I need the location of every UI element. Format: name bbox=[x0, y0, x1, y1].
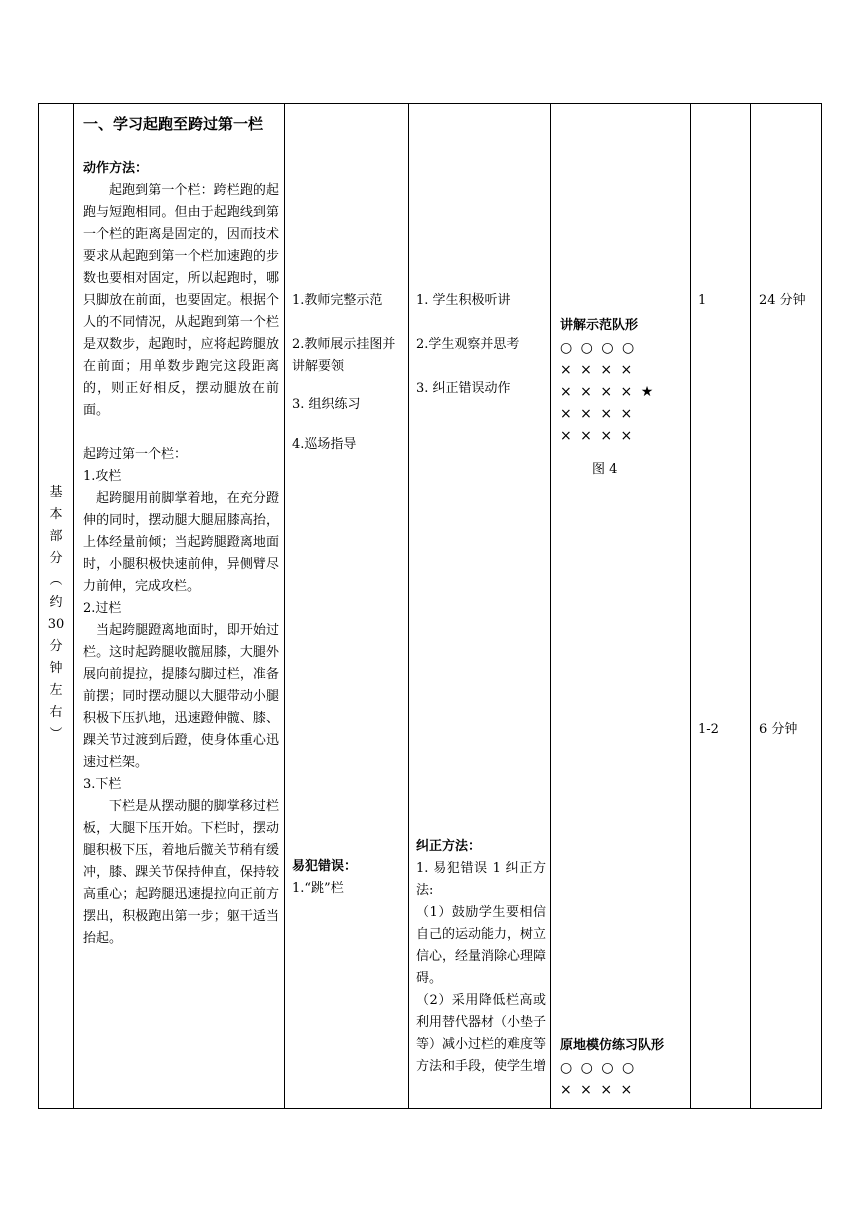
correction-methods bbox=[416, 836, 546, 1078]
formation-title: 原地模仿练习队形 bbox=[560, 1038, 665, 1053]
teacher-item: 2.教师展示挂图并讲解要领 bbox=[292, 337, 396, 374]
section-label-char: ︶ bbox=[49, 727, 63, 742]
section-label-char: 右 bbox=[49, 705, 63, 720]
formation-row: × × × × bbox=[560, 406, 635, 422]
practice-formation bbox=[560, 1035, 686, 1101]
formation-row: ○ ○ ○ ○ bbox=[560, 340, 637, 356]
duration-value: 6 分钟 bbox=[759, 722, 798, 737]
duration-value: 24 分钟 bbox=[759, 293, 806, 308]
student-activities bbox=[416, 290, 546, 400]
demo-formation bbox=[560, 315, 686, 481]
teacher-errors bbox=[292, 856, 404, 900]
errors-title: 易犯错误： bbox=[292, 859, 358, 874]
content-column bbox=[83, 112, 279, 950]
section-label-char: ︵ bbox=[49, 573, 63, 588]
step1-title: 1.攻栏 bbox=[83, 469, 122, 484]
method-text: 起跑到第一个栏：跨栏跑的起跑与短跑相同。但由于起跑线到第一个栏的距离是固定的，因而技术要求从起跑到第一个栏加速跑的步数也要相对固定，所以起跑时，哪只脚放在前面，也要固定。根据个人的不同情况，从起跑到第一个栏是双数步，起跑时，应将起跨腿放在前面；用单数步跑完这段距离的，则正好相反，摆动腿放在前面。 bbox=[83, 183, 279, 418]
formation-row: × × × × bbox=[560, 1082, 635, 1098]
cross-title: 起跨过第一个栏： bbox=[83, 447, 188, 462]
section-label-char: 本 bbox=[49, 507, 63, 522]
section-label-char: 部 bbox=[49, 529, 63, 544]
section-label-char: 30 bbox=[47, 617, 65, 632]
section-label-char: 钟 bbox=[49, 661, 63, 676]
teacher-activities bbox=[292, 290, 404, 456]
times-value: 1-2 bbox=[698, 722, 719, 737]
column-divider bbox=[73, 104, 74, 1108]
section-label-char: 分 bbox=[49, 551, 63, 566]
section-label-char: 分 bbox=[49, 639, 63, 654]
column-divider bbox=[408, 104, 409, 1108]
section-label bbox=[39, 482, 73, 746]
times-value: 1 bbox=[698, 293, 707, 308]
formation-row: × × × × ★ bbox=[560, 384, 656, 400]
formation-row: × × × × bbox=[560, 362, 635, 378]
lesson-table bbox=[38, 103, 822, 1109]
errors-item: 1.“跳”栏 bbox=[292, 881, 344, 896]
formation-row: × × × × bbox=[560, 428, 635, 444]
formation-row: ○ ○ ○ ○ bbox=[560, 1060, 637, 1076]
student-item: 2.学生观察并思考 bbox=[416, 337, 520, 352]
formation-title: 讲解示范队形 bbox=[560, 318, 639, 333]
correct-intro: 1. 易犯错误 1 纠正方法: bbox=[416, 861, 546, 898]
correct-title: 纠正方法： bbox=[416, 839, 482, 854]
teacher-item: 4.巡场指导 bbox=[292, 437, 357, 452]
step1-text: 起跨腿用前脚掌着地，在充分蹬伸的同时，摆动腿大腿屈膝高抬，上体经量前倾；当起跨腿蹬离地面时，小腿积极快速前伸，异侧臂尽力前伸，完成攻栏。 bbox=[83, 491, 279, 594]
teacher-item: 1.教师完整示范 bbox=[292, 293, 383, 308]
column-divider bbox=[284, 104, 285, 1108]
column-divider bbox=[750, 104, 751, 1108]
student-item: 3. 纠正错误动作 bbox=[416, 381, 511, 396]
column-divider bbox=[690, 104, 691, 1108]
correct-p2: （2）采用降低栏高或利用替代器材（小垫子等）减小过栏的难度等方法和手段，使学生增 bbox=[416, 993, 547, 1074]
section-label-char: 基 bbox=[49, 485, 63, 500]
method-title: 动作方法： bbox=[83, 161, 149, 176]
step3-text: 下栏是从摆动腿的脚掌移过栏板，大腿下压开始。下栏时，摆动腿积极下压，着地后髋关节稍有缓冲，膝、踝关节保持伸直，保持较高重心；起跨腿迅速提拉向正前方摆出，积极跑出第一步；躯干适当抬起。 bbox=[83, 799, 279, 946]
content-heading: 一、学习起跑至跨过第一栏 bbox=[83, 115, 264, 133]
step3-title: 3.下栏 bbox=[83, 777, 122, 792]
student-item: 1. 学生积极听讲 bbox=[416, 293, 511, 308]
figure-label: 图 4 bbox=[592, 462, 618, 477]
step2-text: 当起跨腿蹬离地面时，即开始过栏。这时起跨腿收髋屈膝，大腿外展向前提拉，提膝勾脚过栏，准备前摆；同时摆动腿以大腿带动小腿积极下压扒地，迅速蹬伸髋、膝、踝关节过渡到后蹬，使身体重心迅速过栏架。 bbox=[83, 623, 279, 770]
section-label-char: 左 bbox=[49, 683, 63, 698]
teacher-item: 3. 组织练习 bbox=[292, 397, 361, 412]
step2-title: 2.过栏 bbox=[83, 601, 122, 616]
correct-p1: （1）鼓励学生要相信自己的运动能力，树立信心，经量消除心理障碍。 bbox=[416, 905, 547, 986]
section-label-char: 约 bbox=[49, 595, 63, 610]
column-divider bbox=[550, 104, 551, 1108]
